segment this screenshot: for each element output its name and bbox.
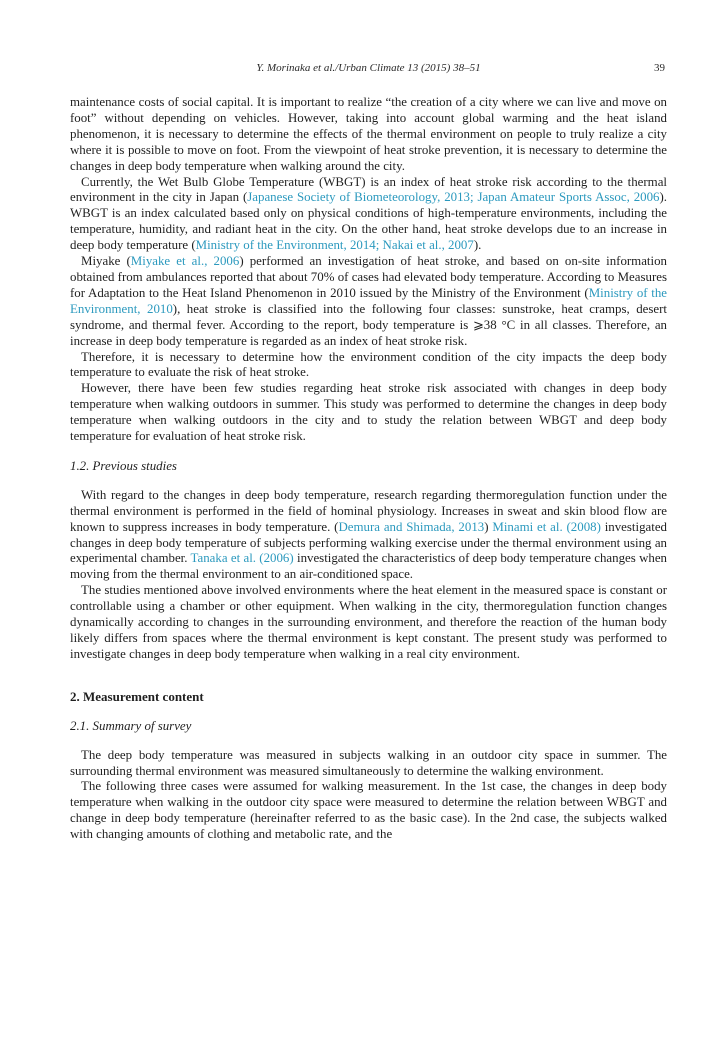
section-heading-previous-studies: 1.2. Previous studies xyxy=(70,458,177,473)
page-header xyxy=(70,62,667,76)
citation-link[interactable]: Japanese Society of Biometeorology, 2013; Japan Amateur Sports Assoc, 2006 xyxy=(247,190,660,205)
paragraph: maintenance costs of social capital. It is important to realize “the creation of a city where we can live and move on foot” without depending on vehicles. However, taking into account global warming and the heat island phenomenon, it is necessary to determine the effects of the thermal environment on people to truly realize a city where it is possible to move on foot. From the viewpoint of heat stroke prevention, it is necessary to determine the changes in deep body temperature when walking around the city. xyxy=(70,95,667,173)
paragraph: Currently, the Wet Bulb Globe Temperature (WBGT) is an index of heat stroke risk according to the thermal environment in the city in Japan (Japanese Society of Biometeorology, 2013; Japan Amateur Sports Assoc, 2006). WBGT is an index calculated based only on physical conditions of high-temperature environments, including the temperature, humidity, and radiant heat in the city. On the other hand, heat stroke develops due to an increase in deep body temperature (Ministry of the Environment, 2014; Nakai et al., 2007). xyxy=(70,174,668,253)
running-title: Y. Morinaka et al./Urban Climate 13 (2015) 38–51 xyxy=(256,62,481,74)
paragraph: The deep body temperature was measured in subjects walking in an outdoor city space in summer. The surrounding thermal environment was measured simultaneously to determine the walking environment. xyxy=(70,747,667,778)
citation-link[interactable]: Ministry of the Environment, 2010 xyxy=(70,285,667,316)
section-heading-summary-of-survey: 2.1. Summary of survey xyxy=(70,718,192,733)
paragraph: The following three cases were assumed for walking measurement. In the 1st case, the changes in deep body temperature when walking in the outdoor city space were measured to determine the relation between WBGT and change in deep body temperature (hereinafter referred to as the basic case). In the 2nd case, the subjects walked with changing amounts of clothing and metabolic rate, and the xyxy=(70,779,667,842)
paragraph: However, there have been few studies regarding heat stroke risk associated with changes in deep body temperature when walking outdoors in summer. This study was performed to determine the changes in deep body temperature when walking outdoors in the city and to study the relation between WBGT and deep body temperature for evaluation of heat stroke risk. xyxy=(70,381,667,444)
paragraph: Therefore, it is necessary to determine how the environment condition of the city impacts the deep body temperature to evaluate the risk of heat stroke. xyxy=(70,349,667,380)
section-heading-measurement-content: 2. Measurement content xyxy=(70,688,204,704)
citation-link[interactable]: Minami et al. (2008) xyxy=(492,519,601,534)
paragraph: The studies mentioned above involved environments where the heat element in the measured space is constant or controllable using a chamber or other equipment. When walking in the city, thermoregulation function changes dynamically according to changes in the surrounding environment, and therefore the reaction of the human body likely differs from spaces where the thermal environment is kept constant. The present study was performed to investigate changes in deep body temperature when walking in a real city environment. xyxy=(70,583,667,661)
article-body xyxy=(70,95,667,843)
page-number: 39 xyxy=(654,62,665,74)
citation-link[interactable]: Tanaka et al. (2006) xyxy=(190,551,294,566)
paragraph: With regard to the changes in deep body temperature, research regarding thermoregulation function under the thermal environment is performed in the field of hominal physiology. Increases in sweat and skin blood flow are known to suppress increases in body temperature. (Demura and Shimada, 2013) Minami et al. (2008) investigated changes in deep body temperature of subjects performing walking exercise under the thermal environment using an experimental chamber. Tanaka et al. (2006) investigated the characteristics of deep body temperature changes when moving from the thermal environment to an air-conditioned space. xyxy=(70,487,667,582)
citation-link[interactable]: Miyake et al., 2006 xyxy=(130,254,240,269)
citation-link[interactable]: Demura and Shimada, 2013 xyxy=(338,519,485,534)
paragraph: Miyake (Miyake et al., 2006) performed an investigation of heat stroke, and based on on-site information obtained from ambulances reported that about 70% of cases had elevated body temperature. According to Measures for Adaptation to the Heat Island Phenomenon in 2010 issued by the Ministry of the Environment (Ministry of the Environment, 2010), heat stroke is classified into the following four classes: sunstroke, heat cramps, desert syndrome, and thermal fever. According to the report, body temperature is ⩾38 °C in all classes. Therefore, an increase in deep body temperature is regarded as an index of heat stroke risk. xyxy=(70,254,667,348)
citation-link[interactable]: Ministry of the Environment, 2014; Nakai et al., 2007 xyxy=(195,238,474,253)
